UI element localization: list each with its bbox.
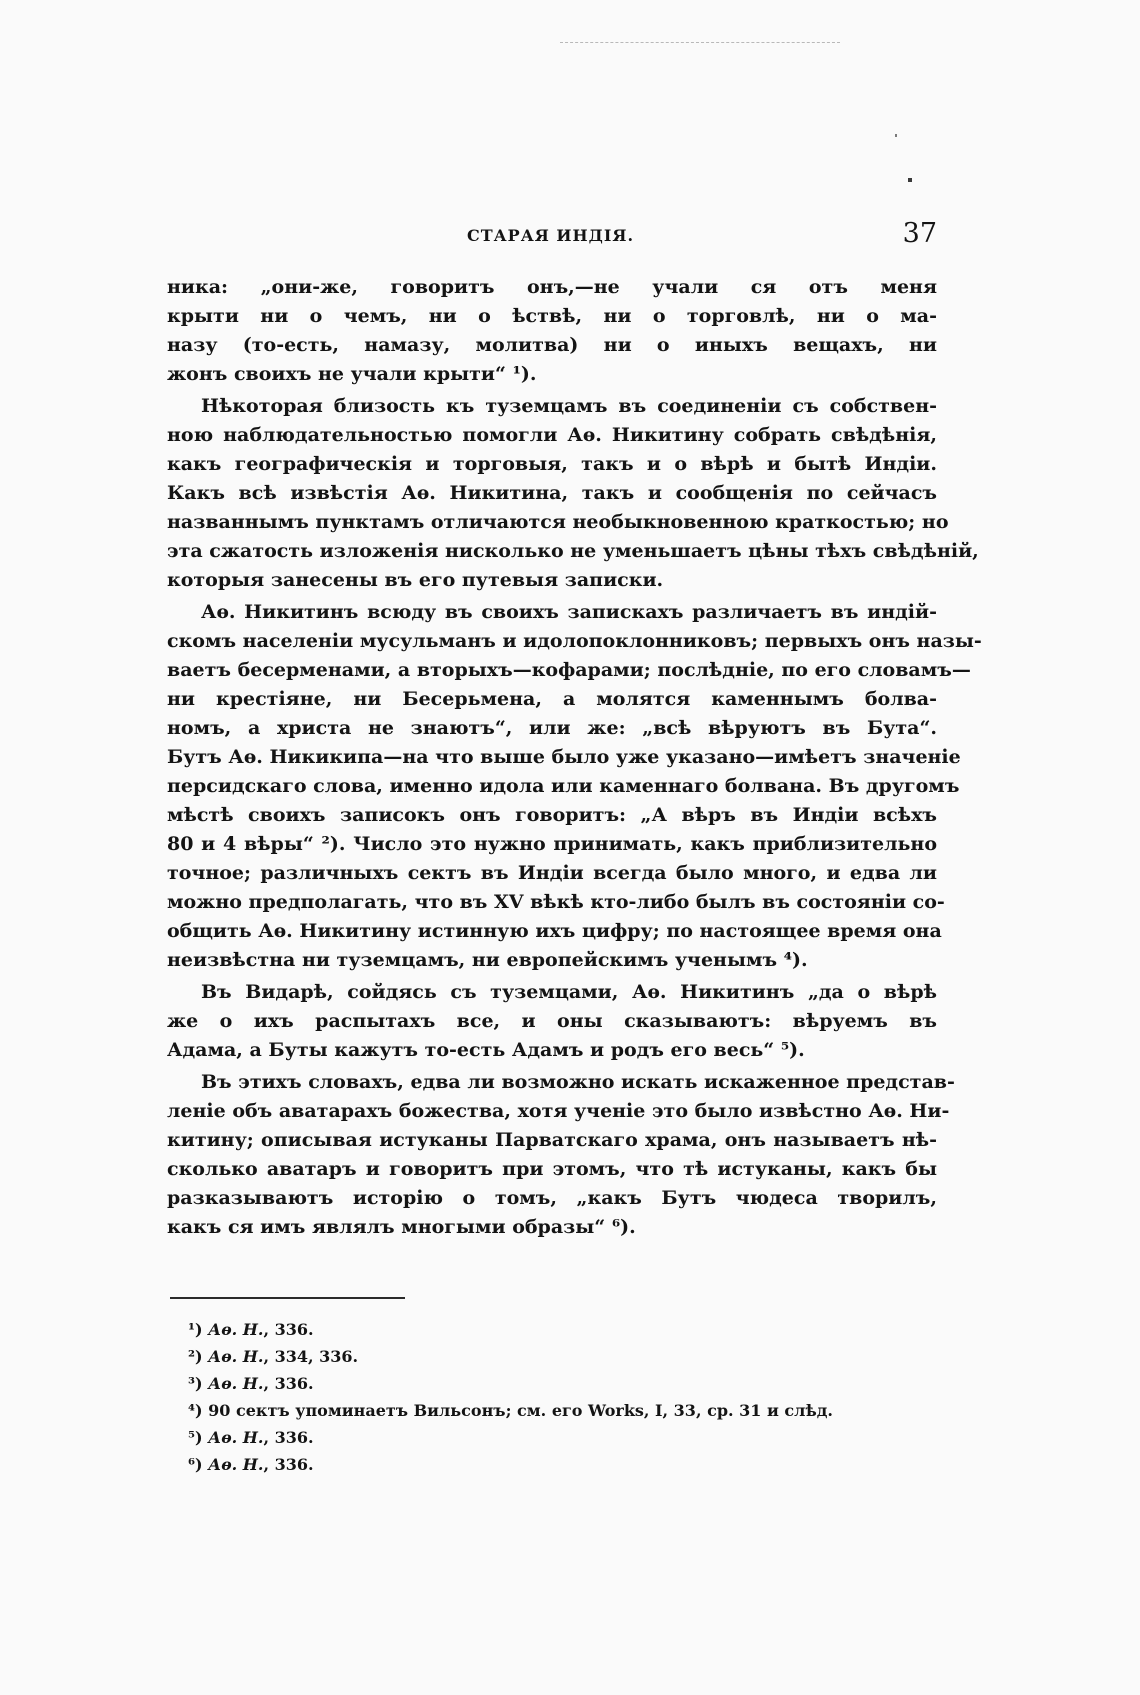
footnote-text: , 336. — [263, 1428, 314, 1447]
text-line: ною наблюдательностью помогли Аѳ. Никитину собрать свѣдѣнія, — [167, 424, 937, 446]
text-line: общить Аѳ. Никитину истинную ихъ цифру; по настоящее время она — [167, 920, 942, 942]
footnote-mark: ²) — [188, 1347, 203, 1366]
text-line: Какъ всѣ извѣстія Аѳ. Никитина, такъ и сообщенія по сейчасъ — [167, 482, 937, 504]
text-line: ваетъ бесерменами, а вторыхъ—кофарами; послѣдніе, по его словамъ— — [167, 659, 971, 681]
footnote — [188, 1370, 908, 1397]
text-line: точное; различныхъ сектъ въ Индіи всегда было много, и едва ли — [167, 862, 937, 884]
footnote-reference: Аѳ. Н. — [208, 1320, 264, 1339]
footnote — [188, 1451, 908, 1478]
footnote-mark: ³) — [188, 1374, 203, 1393]
running-title: СТАРАЯ ИНДІЯ. — [467, 226, 635, 245]
text-line: персидскаго слова, именно идола или каменнаго болвана. Въ другомъ — [167, 775, 960, 797]
text-line: ни крестіяне, ни Бесерьмена, а молятся каменнымъ болва- — [167, 688, 937, 710]
text-line: ника: „они-же, говоритъ онъ,—не учали ся отъ меня — [167, 276, 937, 298]
text-line: же о ихъ распытахъ все, и оны сказываютъ: вѣруемъ въ — [167, 1010, 937, 1032]
text-line: которыя занесены въ его путевыя записки. — [167, 569, 664, 591]
footnote-separator — [170, 1297, 405, 1299]
text-line: Адама, а Буты кажутъ то-есть Адамъ и родъ его весь“ ⁵). — [167, 1039, 805, 1061]
top-edge-rule — [560, 42, 840, 43]
body-text — [167, 273, 982, 1245]
text-line: скомъ населеніи мусульманъ и идолопоклонниковъ; первыхъ онъ назы- — [167, 630, 982, 652]
page-header — [167, 218, 937, 252]
text-line: крыти ни о чемъ, ни о ѣствѣ, ни о торговлѣ, ни о ма- — [167, 305, 937, 327]
footnote-mark: ¹) — [188, 1320, 203, 1339]
text-line: какъ ся имъ являлъ многыми образы“ ⁶). — [167, 1216, 636, 1238]
footnote-text: 90 сектъ упоминаетъ Вильсонъ; см. его Works, I, 33, ср. 31 и слѣд. — [208, 1401, 833, 1420]
text-line: разказываютъ исторію о томъ, „какъ Бутъ чюдеса творилъ, — [167, 1187, 937, 1209]
text-line: мѣстѣ своихъ записокъ онъ говоритъ: „А вѣръ въ Индіи всѣхъ — [167, 804, 937, 826]
text-line: номъ, а христа не знаютъ“, или же: „всѣ вѣруютъ въ Бута“. — [167, 717, 937, 739]
footnote-reference: Аѳ. Н. — [208, 1455, 264, 1474]
footnote — [188, 1397, 908, 1424]
footnote-mark: ⁴) — [188, 1401, 203, 1420]
text-line: жонъ своихъ не учали крыти“ ¹). — [167, 363, 537, 385]
text-line: Въ этихъ словахъ, едва ли возможно искать искаженное представ- — [201, 1071, 955, 1093]
text-line: Аѳ. Никитинъ всюду въ своихъ запискахъ различаетъ въ индій- — [201, 601, 937, 623]
text-line: какъ географическія и торговыя, такъ и о вѣрѣ и бытѣ Индіи. — [167, 453, 937, 475]
paragraph — [167, 273, 937, 389]
text-line: назу (то-есть, намазу, молитва) ни о иныхъ вещахъ, ни — [167, 334, 937, 356]
ink-speck — [895, 134, 897, 137]
footnote-text: , 336. — [263, 1374, 314, 1393]
footnote — [188, 1424, 908, 1451]
footnote — [188, 1343, 908, 1370]
page-number: 37 — [902, 218, 937, 249]
text-line: Бутъ Аѳ. Никикипа—на что выше было уже указано—имѣетъ значеніе — [167, 746, 961, 768]
footnote-text: , 336. — [263, 1455, 314, 1474]
text-line: сколько аватаръ и говоритъ при этомъ, что тѣ истуканы, какъ бы — [167, 1158, 937, 1180]
paragraph — [167, 978, 937, 1065]
text-line: 80 и 4 вѣры“ ²). Число это нужно принимать, какъ приблизительно — [167, 833, 937, 855]
text-line: Въ Видарѣ, сойдясь съ туземцами, Аѳ. Никитинъ „да о вѣрѣ — [201, 981, 937, 1003]
text-line: китину; описывая истуканы Парватскаго храма, онъ называетъ нѣ- — [167, 1129, 937, 1151]
footnotes — [188, 1316, 908, 1478]
paragraph — [167, 598, 982, 975]
footnote-reference: Аѳ. Н. — [208, 1347, 264, 1366]
footnote — [188, 1316, 908, 1343]
footnote-mark: ⁶) — [188, 1455, 203, 1474]
text-line: леніе объ аватарахъ божества, хотя ученіе это было извѣстно Аѳ. Ни- — [167, 1100, 950, 1122]
ink-speck — [908, 178, 912, 182]
text-line: названнымъ пунктамъ отличаются необыкновенною краткостью; но — [167, 511, 949, 533]
paragraph — [167, 1068, 955, 1242]
text-line: можно предполагать, что въ XV вѣкѣ кто-либо былъ въ состояніи со- — [167, 891, 945, 913]
paragraph — [167, 392, 979, 595]
text-line: неизвѣстна ни туземцамъ, ни европейскимъ ученымъ ⁴). — [167, 949, 808, 971]
text-line: Нѣкоторая близость къ туземцамъ въ соединеніи съ собствен- — [201, 395, 937, 417]
footnote-mark: ⁵) — [188, 1428, 203, 1447]
text-line: эта сжатость изложенія нисколько не уменьшаетъ цѣны тѣхъ свѣдѣній, — [167, 540, 979, 562]
footnote-reference: Аѳ. Н. — [208, 1428, 264, 1447]
footnote-text: , 336. — [263, 1320, 314, 1339]
footnote-reference: Аѳ. Н. — [208, 1374, 264, 1393]
footnote-text: , 334, 336. — [263, 1347, 359, 1366]
